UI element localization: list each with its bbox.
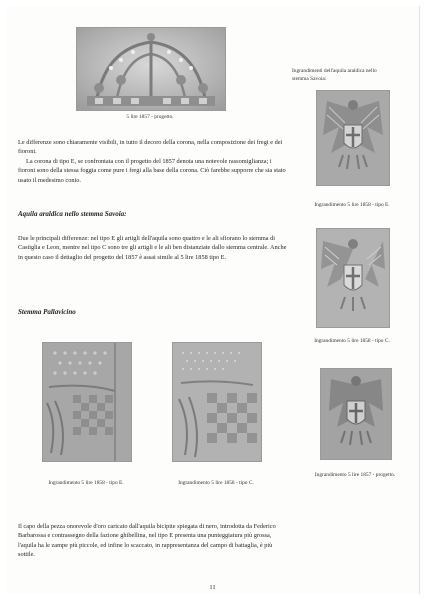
right-column-title [292,68,402,83]
crown-photo [76,27,226,111]
eagle-photo-project [320,368,392,460]
crown-comparison-paragraph: La corona di tipo E, se confrontata con il progetto del 1857 denota una notevole rassomiglianza; i fioroni sono della stessa foggia come pure i fregi alla base della corona. Ciò farebbe supporre che sia stato usato il medesimo conio. [18,158,286,184]
eagle-section-heading: Aquila araldica nello stemma Savoia: [18,210,127,218]
pallavicino-section-heading: Stemma Pallavicino [18,308,76,316]
eagle-e-caption: Ingrandimento 5 lire 1858 - tipo E. [314,202,390,208]
pallavicino-paragraph: Il capo della pezza onorevole d'oro caricato dall'aquila bicipite spiegata di nero, introdotta da Federico Barbarossa e contrassegno della fazione ghibellina, nel tipo E presenta una punteggiatura più grossa, l'aquila ha le zampe più piccole, ed infine lo scaccato, in rappresentanza del campo di battaglia, è più sottile. [18,523,276,558]
pallavicino-photo-type-e [42,342,132,462]
pallavicino-c-caption: Ingrandimento 5 lire 1858 - tipo C. [178,480,254,486]
eagle-photo-type-e [316,90,390,186]
pallavicino-photo-type-c [172,342,262,462]
pallavicino-e-caption: Ingrandimento 5 lire 1858 - tipo E. [48,480,124,486]
eagle-photo-type-c [316,228,390,328]
right-column-title-line2: stemma Savoia: [292,75,327,82]
page-number: 11 [209,584,216,591]
eagle-c-caption: Ingrandimento 5 lire 1858 - tipo C. [314,338,390,344]
right-column-title-line1: Ingrandimenti dell'aquila araldica nello [292,68,377,74]
eagle-project-caption: Ingrandimento 5 lire 1857 - progetto. [314,472,396,478]
eagle-paragraph: Due le principali differenze: nel tipo E gli artigli dell'aquila sono quattro e le ali sfiorano lo stemma di Castiglia e Leon, mentre nel tipo C sono tre gli artigli e le ali ben distanziate dallo stemma centrale. Anche in questo caso il dettaglio del progetto del 1857 è assai simile al 5 lire 1858 tipo E. [18,235,287,261]
crown-caption: 5 lire 1857 - progetto. [126,114,174,120]
intro-paragraph: Le differenze sono chiaramente visibili, in tutto il decoro della corona, nella composizione dei fregi e dei fioroni. [18,139,283,156]
